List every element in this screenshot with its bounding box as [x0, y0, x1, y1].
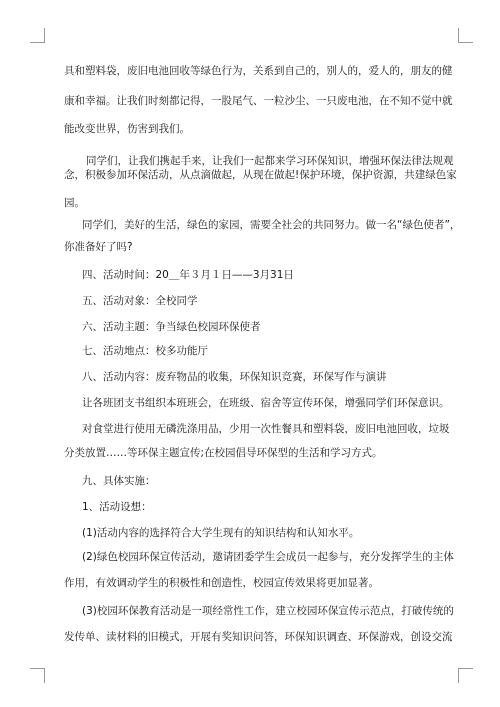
body-line: 康和幸福。让我们时刻都记得，一股尾气、一粒沙尘、一只废电池，在不知不觉中就 [64, 95, 453, 107]
section-heading: 五、活动对象：全校同学 [82, 295, 198, 307]
body-line: (2)绿色校园环保宣传活动，邀请团委学生会成员一起参与，充分发挥学生的主体 [82, 551, 454, 563]
section-heading: 八、活动内容：废弃物品的收集，环保知识竞赛，环保写作与演讲 [82, 371, 387, 383]
subsection-heading: 1、活动设想： [82, 501, 152, 513]
section-heading: 六、活动主题：争当绿色校园环保使者 [82, 321, 261, 333]
body-line: 你准备好了吗? [64, 241, 133, 253]
body-line: (1)活动内容的选择符合大学生现有的知识结构和认知水平。 [82, 527, 360, 539]
body-line: 园。 [64, 197, 85, 209]
section-heading: 九、具体实施： [82, 475, 156, 487]
section-heading: 四、活动时间：20＿年３月１日——3月31日 [82, 269, 294, 281]
body-line: 同学们，美好的生活，绿色的家园，需要全社会的共同努力。做一名“绿色使者”， [82, 219, 461, 231]
body-line: 发传单、读材料的旧模式，开展有奖知识问答，环保知识调查、环保游戏，创设交流 [64, 631, 453, 643]
crop-mark-bottom-right [458, 668, 473, 683]
body-line: (3)校园环保教育活动是一项经常性工作，建立校园环保宣传示范点，打破传统的 [82, 605, 454, 617]
body-line: 作用，有效调动学生的积极性和创造性，校园宣传效果将更加显著。 [64, 577, 379, 589]
body-line: 分类放置……等环保主题宣传;在校园倡导环保型的生活和学习方式。 [64, 447, 383, 459]
crop-mark-top-left [30, 28, 45, 43]
body-line: 能改变世界，伤害到我们。 [64, 123, 190, 135]
body-line: 具和塑料袋，废旧电池回收等绿色行为，关系到自己的，别人的，爱人的，朋友的健 [64, 65, 453, 77]
body-line: 让各班团支书组织本班班会，在班级、宿舍等宣传环保，增强同学们环保意识。 [82, 397, 450, 409]
crop-mark-bottom-left [30, 668, 45, 683]
body-line: 对食堂进行使用无磷洗涤用品，少用一次性餐具和塑料袋，废旧电池回收，垃圾 [82, 423, 450, 435]
body-line: 同学们，让我们携起手来，让我们一起都来学习环保知识，增强环保法律法规观 [86, 155, 454, 167]
crop-mark-top-right [458, 28, 473, 43]
body-line: 念，积极参加环保活动，从点滴做起，从现在做起!保护环境，保护资源，共建绿色家 [64, 169, 457, 181]
section-heading: 七、活动地点：校多功能厅 [82, 345, 208, 357]
